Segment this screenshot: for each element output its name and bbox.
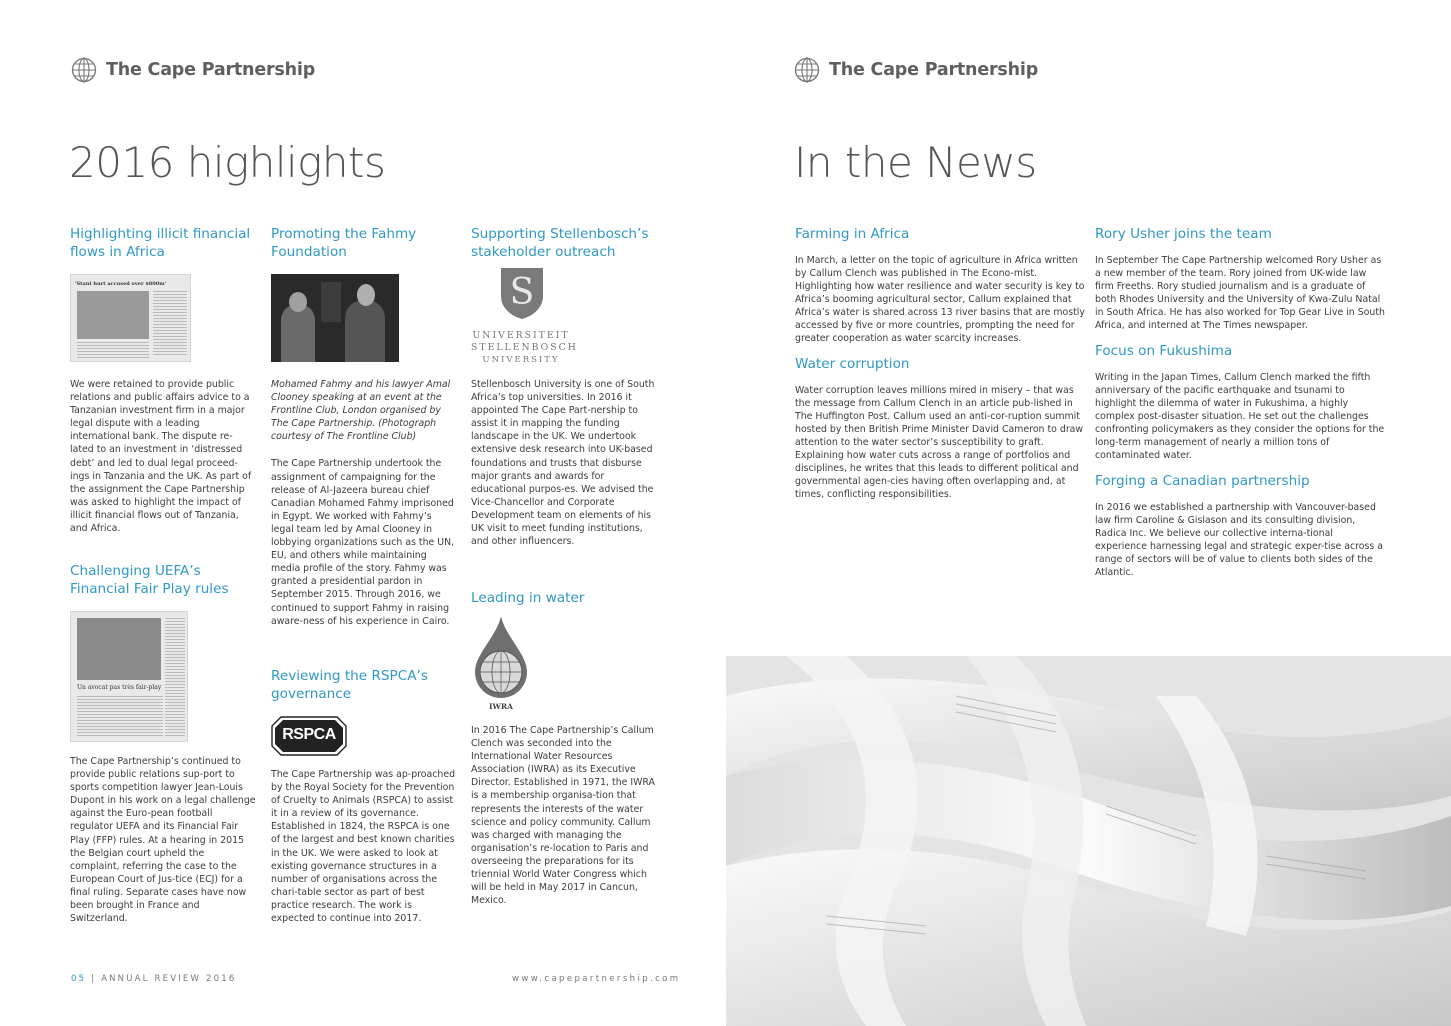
iwra-logo-text: IWRA <box>489 702 513 711</box>
rspca-logo-text: RSPCA <box>282 726 336 743</box>
brand-logo-right <box>793 55 1038 85</box>
event-photo <box>271 274 399 362</box>
section-heading: Forging a Canadian partnership <box>1095 473 1310 490</box>
section-body: The Cape Partnership was ap-proached by the Royal Society for the Prevention of Cruelty to Animals (RSPCA) to assist it in a review of its governance. Established in 1824, the RSPCA is one of the largest and best known charities in the UK. We were asked to look at existing governance structures in a number of organisations across the chari-table sector as part of best practice research. The work is expected to continue into 2017. <box>271 769 456 925</box>
page-footer: 05 | ANNUAL REVIEW 2016 <box>71 974 237 984</box>
iwra-logo <box>471 614 531 714</box>
section-body: In September The Cape Partnership welcomed Rory Usher as a new member of the team. Rory joined from UK-wide law firm Freeths. Rory studied journalism and is a graduate of both Rhodes University and the University of Kwa-Zulu Natal in South Africa. He has also worked for Top Gear Live in South Africa, and interned at The Times newspaper. <box>1095 254 1385 331</box>
brand-logo-left <box>70 55 315 85</box>
page-title: 2016 highlights <box>69 138 386 187</box>
stellenbosch-logo <box>471 264 578 370</box>
clipping-headline: 'Stant hurt accused over $800m' <box>75 281 167 287</box>
clipping-photo <box>77 291 149 339</box>
clipping-headline: Un avocat pas très fair-play <box>77 684 162 691</box>
section-body: Water corruption leaves millions mired in misery – that was the message from Callum Clench in an article pub-lished in The Huffington Post. Callum used an anti-cor-ruption summit hosted by then British Prime Minister David Cameron to draw attention to the water sector’s susceptibility to graft. Explaining how water cuts across a range of portfolios and disciplines, he writes that this leads to different political and governmental agen-cies having often overlapping and, at times, conflicting responsibilities. <box>795 384 1084 501</box>
page-title: In the News <box>794 138 1037 187</box>
water-drop-globe-icon <box>471 614 531 700</box>
section-heading: Reviewing the RSPCA’s governance <box>271 668 428 702</box>
section-body: The Cape Partnership’s continued to provide public relations sup-port to sports competition lawyer Jean-Louis Dupont in his work on a legal challenge against the Euro-pean football regulator UEFA and its Financial Fair Play (FFP) rules. At a hearing in 2015 the Belgian court upheld the complaint, referring the case to the European Court of Jus-tice (ECJ) for a final ruling. Separate cases have now been brought in France and Switzerland. <box>70 756 256 925</box>
page-number: 05 <box>71 974 87 984</box>
section-heading: Supporting Stellenbosch’s stakeholder outreach <box>471 226 649 260</box>
newspaper-stack-photo <box>726 656 1451 1026</box>
footer-url: www.capepartnership.com <box>512 974 681 984</box>
section-heading: Rory Usher joins the team <box>1095 226 1272 242</box>
newspaper-clipping-image <box>70 274 191 362</box>
section-heading: Focus on Fukushima <box>1095 343 1233 360</box>
brand-name: The Cape Partnership <box>106 60 316 80</box>
section-heading: Promoting the Fahmy Foundation <box>271 226 417 260</box>
column-1 <box>70 226 256 261</box>
svg-text:S: S <box>509 272 535 313</box>
brand-name: The Cape Partnership <box>829 60 1039 80</box>
newspaper-clipping-image <box>70 611 188 742</box>
section-heading: Highlighting illicit financial flows in Africa <box>70 226 251 260</box>
news-column-2 <box>1095 226 1385 579</box>
section-body: We were retained to provide public relations and public affairs advice to a Tanzanian investment firm in a major legal dispute with a leading international bank. The dispute re-lated to an investment in ‘distressed debt’ and led to dual legal proceed-ings in Tanzania and the UK. As part of the assignment the Cape Partnership was asked to highlight the impact of illicit financial flows out of Tanzania, and Africa. <box>70 379 252 535</box>
section-body: In 2016 The Cape Partnership’s Callum Clench was seconded into the International Water Resources Association (IWRA) as its Executive Director. Established in 1971, the IWRA is a membership organisa-tion that represents the interests of the water science and policy community. Callum was charged with managing the organisation’s re-location to Paris and overseeing the preparations for its triennial World Water Congress which will be held in May 2017 in Cancun, Mexico. <box>471 725 655 907</box>
globe-icon <box>70 56 98 84</box>
shield-icon <box>499 266 545 320</box>
section-body: Writing in the Japan Times, Callum Clench marked the fifth anniversary of the pacific earthquake and tsunami to highlight the dilemma of water in Fukushima, a highly complex post-disaster situation. He set out the challenges confronting policymakers as they consider the options for the long-term management of nearly a million tons of contaminated water. <box>1095 371 1385 462</box>
clipping-photo <box>77 618 161 680</box>
section-heading: Leading in water <box>471 590 585 606</box>
rspca-logo <box>271 716 347 756</box>
globe-icon <box>793 56 821 84</box>
footer-label: ANNUAL REVIEW 2016 <box>101 974 237 984</box>
section-heading: Farming in Africa <box>795 226 910 242</box>
section-body: In 2016 we established a partnership with Vancouver-based law firm Caroline & Gislason and its consulting division, Radica Inc. We believe our collective interna-tional experience harnessing legal and strategic exper-tise across a range of sectors will be of value to clients both sides of the Atlantic. <box>1095 501 1384 579</box>
news-column-1 <box>795 226 1085 502</box>
section-heading: Water corruption <box>795 356 910 373</box>
section-body: In March, a letter on the topic of agriculture in Africa written by Callum Clench was published in The Econo-mist. Highlighting how water resilience and water security is key to Africa’s booming agricultural sector, Callum explained that Africa’s water is shared across 13 river basins that are mostly accessed by five or more countries, prompting the need for greater cooperation as water scarcity increases. <box>795 254 1085 345</box>
section-heading: Challenging UEFA’s Financial Fair Play rules <box>70 563 229 597</box>
newspaper-stack-illustration <box>726 656 1451 1026</box>
section-body: The Cape Partnership undertook the assignment of campaigning for the release of Al-Jazeera bureau chief Canadian Mohamed Fahmy imprisoned in Egypt. We worked with Fahmy’s legal team led by Amal Clooney in lobbying organizations such as the UN, EU, and others while maintaining media profile of the story. Fahmy was granted a presidential pardon in September 2015. Through 2016, we continued to support Fahmy in raising aware-ness of his experience in Cairo. <box>271 458 455 627</box>
section-body: Stellenbosch University is one of South Africa’s top universities. In 2016 it appointed The Cape Part-nership to assist it in mapping the funding landscape in the UK. We undertook extensive desk research into UK-based foundations and trusts that disburse major grants and awards for educational purpos-es. We advised the Vice-Chancellor and Corporate Development team on elements of his UK visit to meet funding institutions, and other influencers. <box>471 379 655 548</box>
photo-caption: Mohamed Fahmy and his lawyer Amal Clooney speaking at an event at the Frontline Club, London organised by The Cape Partnership. (Photograph courtesy of The Frontline Club) <box>271 379 451 443</box>
stellenbosch-logo-text: UNIVERSITEIT STELLENBOSCH UNIVERSITY <box>471 330 578 365</box>
